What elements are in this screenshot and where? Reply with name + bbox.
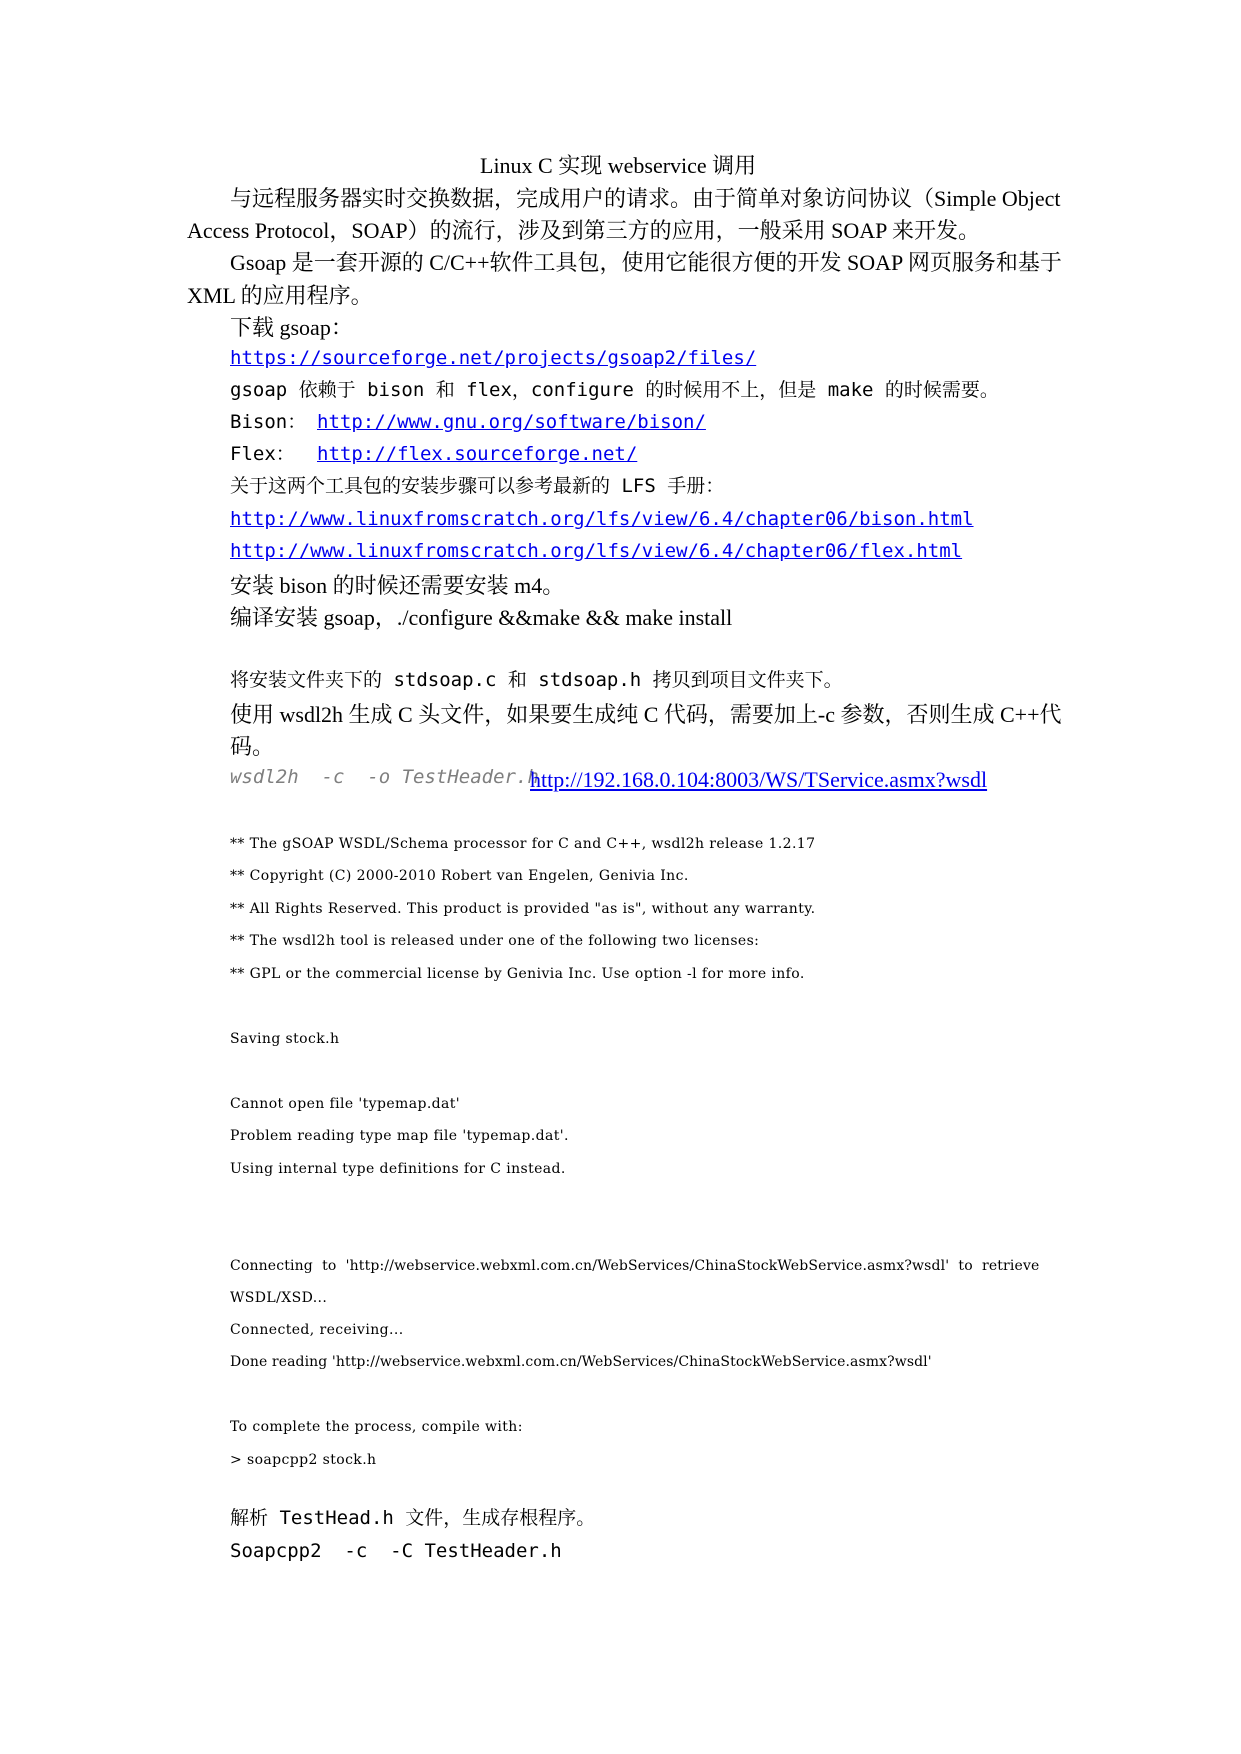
intro-paragraph-line-1: 与远程服务器实时交换数据，完成用户的请求。由于简单对象访问协议（Simple Object (230, 186, 1061, 211)
wsdl-url-link[interactable]: http://192.168.0.104:8003/WS/TService.asmx?wsdl (530, 767, 988, 792)
wsdl-note-line-1: 使用 wsdl2h 生成 C 头文件，如果要生成纯 C 代码，需要加上-c 参数，否则生成 C++代 (230, 702, 1062, 727)
terminal-line: > soapcpp2 stock.h (230, 1452, 377, 1468)
bison-link[interactable]: http://www.gnu.org/software/bison/ (317, 411, 706, 433)
gsoap-download-link[interactable]: https://sourceforge.net/projects/gsoap2/files/ (230, 347, 757, 369)
lfs-bison-link[interactable]: http://www.linuxfromscratch.org/lfs/view/6.4/chapter06/bison.html (230, 508, 974, 530)
terminal-line: ** GPL or the commercial license by Genivia Inc. Use option -l for more info. (230, 966, 805, 982)
gsoap-paragraph-line-1: Gsoap 是一套开源的 C/C++软件工具包，使用它能很方便的开发 SOAP 网页服务和基于 (230, 250, 1062, 275)
bison-label: Bison： (230, 411, 307, 433)
flex-link[interactable]: http://flex.sourceforge.net/ (317, 443, 638, 465)
flex-label: Flex： (230, 443, 295, 465)
terminal-line: Problem reading type map file 'typemap.dat'. (230, 1128, 569, 1144)
terminal-line: To complete the process, compile with: (230, 1419, 523, 1435)
dependency-note: gsoap 依赖于 bison 和 flex，configure 的时候用不上，但是 make 的时候需要。 (230, 379, 999, 401)
terminal-line: Connected, receiving... (230, 1322, 404, 1338)
terminal-line: ** Copyright (C) 2000-2010 Robert van Engelen, Genivia Inc. (230, 868, 689, 884)
terminal-line: Cannot open file 'typemap.dat' (230, 1096, 461, 1112)
build-note: 编译安装 gsoap，./configure &&make && make install (230, 605, 733, 630)
lfs-flex-link[interactable]: http://www.linuxfromscratch.org/lfs/view/6.4/chapter06/flex.html (230, 540, 963, 562)
document-title: Linux C 实现 webservice 调用 (480, 153, 757, 178)
download-label: 下载 gsoap： (230, 315, 353, 340)
wsdl2h-command: wsdl2h -c -o TestHeader.h (230, 766, 539, 788)
terminal-line: WSDL/XSD... (230, 1290, 328, 1306)
terminal-line: Connecting to 'http://webservice.webxml.com.cn/WebServices/ChinaStockWebService.asmx?wsdl' to retrieve (230, 1258, 1040, 1274)
m4-note: 安装 bison 的时候还需要安装 m4。 (230, 573, 565, 598)
wsdl-note-line-2: 码。 (230, 734, 275, 759)
terminal-line: ** The gSOAP WSDL/Schema processor for C and C++, wsdl2h release 1.2.17 (230, 836, 816, 852)
terminal-line: Done reading 'http://webservice.webxml.com.cn/WebServices/ChinaStockWebService.asmx?wsdl' (230, 1354, 932, 1370)
soapcpp2-command: Soapcpp2 -c -C TestHeader.h (230, 1540, 562, 1562)
terminal-line: ** The wsdl2h tool is released under one of the following two licenses: (230, 933, 760, 949)
parse-note: 解析 TestHead.h 文件，生成存根程序。 (230, 1507, 596, 1529)
intro-paragraph-line-2: Access Protocol，SOAP）的流行，涉及到第三方的应用，一般采用 SOAP 来开发。 (187, 218, 981, 243)
gsoap-paragraph-line-2: XML 的应用程序。 (187, 283, 373, 308)
lfs-note: 关于这两个工具包的安装步骤可以参考最新的 LFS 手册： (230, 475, 725, 497)
copy-note: 将安装文件夹下的 stdsoap.c 和 stdsoap.h 拷贝到项目文件夹下。 (230, 669, 843, 691)
terminal-line: Saving stock.h (230, 1031, 340, 1047)
terminal-line: ** All Rights Reserved. This product is provided "as is", without any warranty. (230, 901, 816, 917)
terminal-line: Using internal type definitions for C instead. (230, 1161, 566, 1177)
